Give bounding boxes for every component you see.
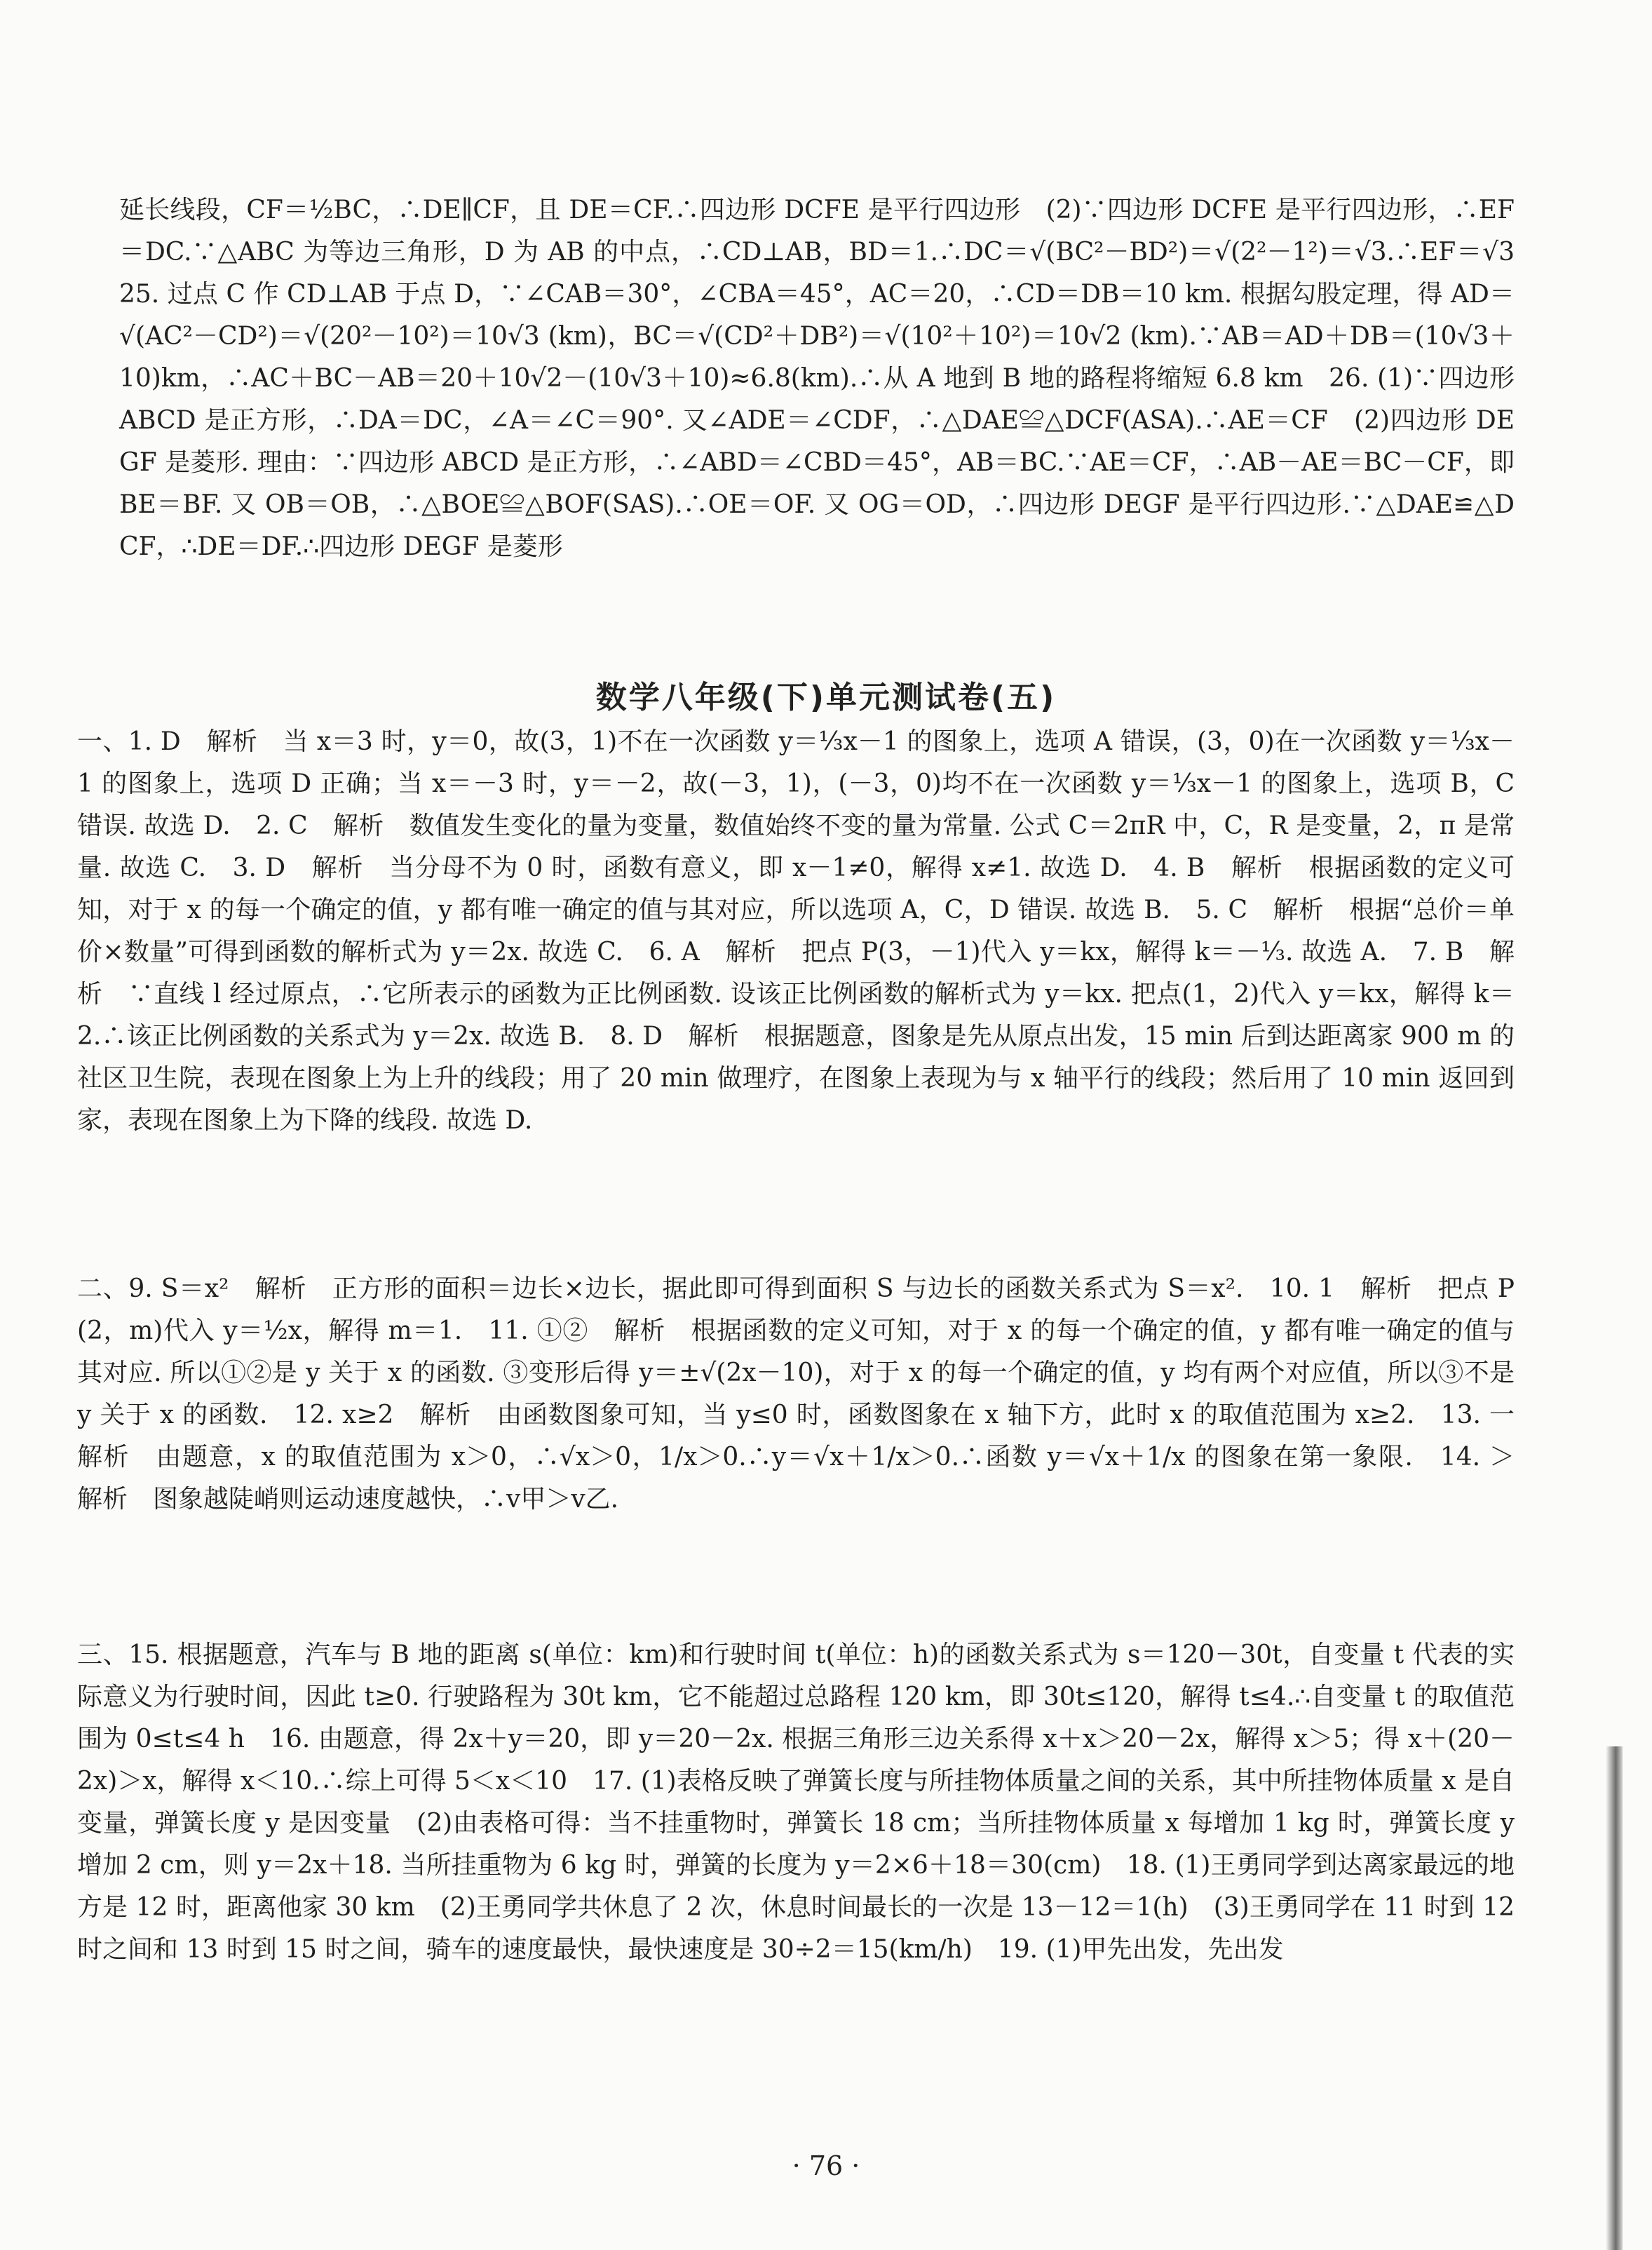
page-number: · 76 · xyxy=(792,2150,860,2181)
part-one-paragraph: 一、1. D 解析 当 x＝3 时，y＝0，故(3，1)不在一次函数 y＝⅓x－1 的图象上，选项 A 错误，(3，0)在一次函数 y＝⅓x－1 的图象上，选项 D 正确；当 x＝－3 时，y＝－2，故(－3，1)，(－3，0)均不在一次函数 y＝⅓x－1 的图象上，选项 B，C 错误. 故选 D. 2. C 解析 数值发生变化的量为变量，数值始终不变的量为常量. 公式 C＝2πR 中，C，R 是变量，2，π 是常量. 故选 C. 3. D 解析 当分母不为 0 时，函数有意义，即 x－1≠0，解得 x≠1. 故选 D. 4. B 解析 根据函数的定义可知，对于 x 的每一个确定的值，y 都有唯一确定的值与其对应，所以选项 A，C，D 错误. 故选 B. 5. C 解析 根据“总价＝单价×数量”可得到函数的解析式为 y＝2x. 故选 C. 6. A 解析 把点 P(3，－1)代入 y＝kx，解得 k＝－⅓. 故选 A. 7. B 解析 ∵直线 l 经过原点，∴它所表示的函数为正比例函数. 设该正比例函数的解析式为 y＝kx. 把点(1，2)代入 y＝kx，解得 k＝2.∴该正比例函数的关系式为 y＝2x. 故选 B. 8. D 解析 根据题意，图象是先从原点出发，15 min 后到达距离家 900 m 的社区卫生院，表现在图象上为上升的线段；用了 20 min 做理疗，在图象上表现为与 x 轴平行的线段；然后用了 10 min 返回到家，表现在图象上为下降的线段. 故选 D. xyxy=(77,727,1515,1135)
continued-answers-section xyxy=(119,189,1541,568)
answer-paragraph-24-26: 延长线段，CF＝½BC，∴DE∥CF，且 DE＝CF.∴四边形 DCFE 是平行四边形 (2)∵四边形 DCFE 是平行四边形，∴EF＝DC.∵△ABC 为等边三角形，D 为 AB 的中点，∴CD⊥AB，BD＝1.∴DC＝√(BC²－BD²)＝√(2²－1²)＝√3.∴EF＝√3 25. 过点 C 作 CD⊥AB 于点 D，∵∠CAB＝30°，∠CBA＝45°，AC＝20，∴CD＝DB＝10 km. 根据勾股定理，得 AD＝√(AC²－CD²)＝√(20²－10²)＝10√3 (km)，BC＝√(CD²＋DB²)＝√(10²＋10²)＝10√2 (km).∵AB＝AD＋DB＝(10√3＋10)km，∴AC＋BC－AB＝20＋10√2－(10√3＋10)≈6.8(km).∴从 A 地到 B 地的路程将缩短 6.8 km 26. (1)∵四边形 ABCD 是正方形，∴DA＝DC，∠A＝∠C＝90°. 又∠ADE＝∠CDF，∴△DAE≌△DCF(ASA).∴AE＝CF (2)四边形 DEGF 是菱形. 理由：∵四边形 ABCD 是正方形，∴∠ABD＝∠CBD＝45°，AB＝BC.∵AE＝CF，∴AB－AE＝BC－CF，即 BE＝BF. 又 OB＝OB，∴△BOE≌△BOF(SAS).∴OE＝OF. 又 OG＝OD，∴四边形 DEGF 是平行四边形.∵△DAE≌△DCF，∴DE＝DF.∴四边形 DEGF 是菱形 xyxy=(119,196,1541,561)
part-one-answers xyxy=(77,721,1515,1142)
section-title: 数学八年级(下)单元测试卷(五) xyxy=(595,680,1057,715)
part-three-paragraph: 三、15. 根据题意，汽车与 B 地的距离 s(单位：km)和行驶时间 t(单位：h)的函数关系式为 s＝120－30t，自变量 t 代表的实际意义为行驶时间，因此 t≥0. 行驶路程为 30t km，它不能超过总路程 120 km，即 30t≤120，解得 t≤4.∴自变量 t 的取值范围为 0≤t≤4 h 16. 由题意，得 2x＋y＝20，即 y＝20－2x. 根据三角形三边关系得 x＋x＞20－2x，解得 x＞5；得 x＋(20－2x)＞x，解得 x＜10.∴综上可得 5＜x＜10 17. (1)表格反映了弹簧长度与所挂物体质量之间的关系，其中所挂物体质量 x 是自变量，弹簧长度 y 是因变量 (2)由表格可得：当不挂重物时，弹簧长 18 cm；当所挂物体质量 x 每增加 1 kg 时，弹簧长度 y 增加 2 cm，则 y＝2x＋18. 当所挂重物为 6 kg 时，弹簧的长度为 y＝2×6＋18＝30(cm) 18. (1)王勇同学到达离家最远的地方是 12 时，距离他家 30 km (2)王勇同学共休息了 2 次，休息时间最长的一次是 13－12＝1(h) (3)王勇同学在 11 时到 12 时之间和 13 时到 15 时之间，骑车的速度最快，最快速度是 30÷2＝15(km/h) 19. (1)甲先出发，先出发 xyxy=(77,1641,1515,1964)
part-two-answers xyxy=(77,1268,1541,1521)
part-two-paragraph: 二、9. S＝x² 解析 正方形的面积＝边长×边长，据此即可得到面积 S 与边长的函数关系式为 S＝x². 10. 1 解析 把点 P(2，m)代入 y＝½x，解得 m＝1. 11. ①② 解析 根据函数的定义可知，对于 x 的每一个确定的值，y 都有唯一确定的值与其对应. 所以①②是 y 关于 x 的函数. ③变形后得 y＝±√(2x－10)，对于 x 的每一个确定的值，y 均有两个对应值，所以③不是 y 关于 x 的函数. 12. x≥2 解析 由函数图象可知，当 y≤0 时，函数图象在 x 轴下方，此时 x 的取值范围为 x≥2. 13. 一 解析 由题意，x 的取值范围为 x＞0，∴√x＞0，1/x＞0.∴y＝√x＋1/x＞0.∴函数 y＝√x＋1/x 的图象在第一象限. 14. ＞ 解析 图象越陡峭则运动速度越快，∴v甲＞v乙. xyxy=(77,1274,1541,1514)
page-edge-shadow xyxy=(1606,1746,1623,2250)
part-three-answers xyxy=(77,1634,1515,1971)
